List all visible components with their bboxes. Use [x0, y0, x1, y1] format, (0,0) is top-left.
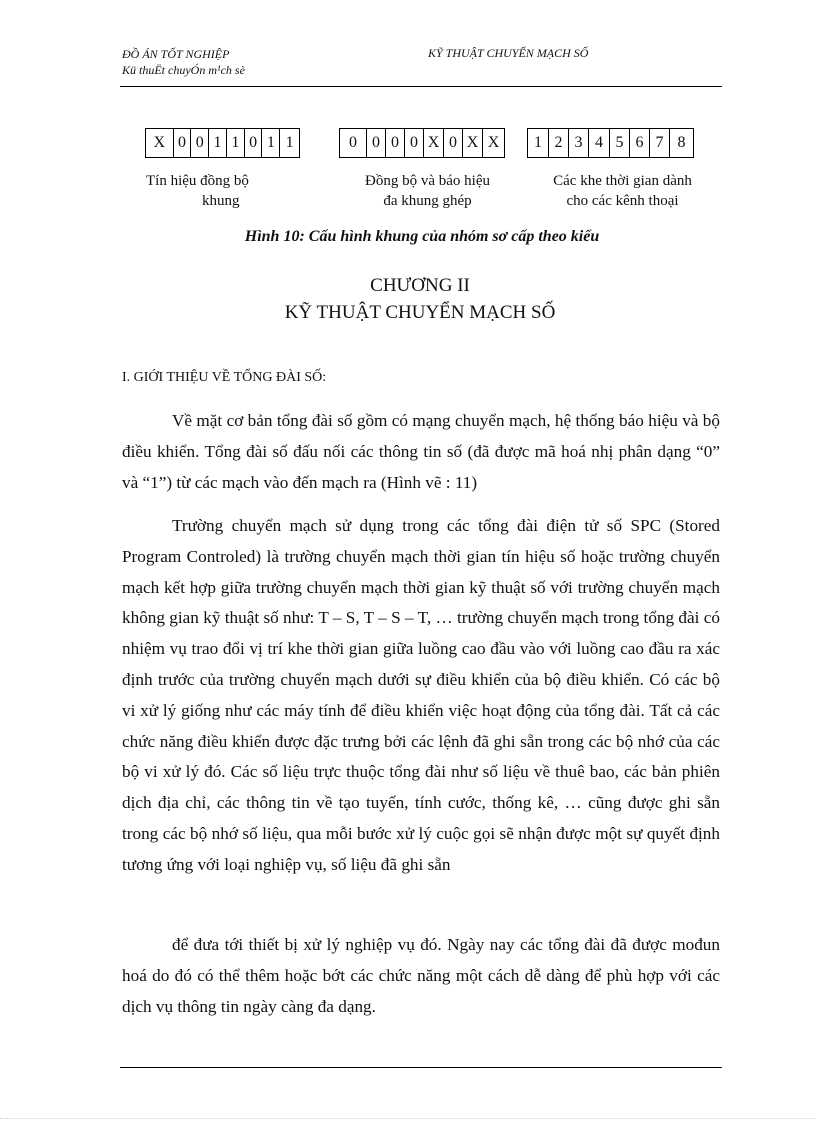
page-edge-dots [0, 1118, 816, 1119]
bit-cell: X [462, 129, 482, 157]
frame-multiframe-caption [335, 171, 520, 211]
caption-line: khung [202, 193, 240, 209]
slot-cell: 2 [548, 129, 568, 157]
paragraph-3: để đưa tới thiết bị xử lý nghiệp vụ đó. Ngày nay các tổng đài đã được mođun hoá do đó có thể thêm hoặc bớt các chức năng một cách dễ dàng để phù hợp với các dịch vụ thông tin ngày càng đa dạng. [122, 935, 720, 1016]
frame-time-slots [527, 128, 694, 158]
slot-cell: 8 [669, 129, 693, 157]
paragraph-2: Trường chuyển mạch sử dụng trong các tổng đài điện tử số SPC (Stored Program Controled) là trường chuyển mạch thời gian tín hiệu số hoặc trường chuyển mạch kết hợp giữa trường chuyển mạch thời gian kỹ thuật số với trường chuyển mạch không gian kỹ thuật số như: T – S, T – S – T, … trường chuyển mạch trong tổng đài có nhiệm vụ trao đổi vị trí khe thời gian giữa luồng cao đầu vào với luồng cao đầu ra xác định trước của trường chuyển mạch dưới sự điều khiển của bộ điều khiển. Có các bộ vi xử lý giống như các máy tính để điều khiển việc hoạt động của tổng đài. Tất cả các chức năng điều khiển được đặc trưng bởi các lệnh đã ghi sẵn trong các bộ nhớ của các bộ vi xử lý đó. Các số liệu trực thuộc tổng đài như số liệu về thuê bao, các bản phiên dịch địa chỉ, các thông tin về tạo tuyến, tính cước, thống kê, … cũng được ghi sẵn trong các bộ nhớ số liệu, qua mỗi bước xử lý cuộc gọi sẽ nhận được một sự quyết định tương ứng với loại nghiệp vụ, số liệu đã ghi sẵn [122, 516, 720, 874]
bit-cell: 0 [385, 129, 404, 157]
frame-sync-caption [130, 171, 310, 211]
bit-cell: X [423, 129, 443, 157]
bit-cell: 0 [443, 129, 462, 157]
bit-cell: X [482, 129, 504, 157]
figure-caption: Hình 10: Cấu hình khung của nhóm sơ cấp theo kiểu [244, 228, 600, 245]
slot-cell: 7 [649, 129, 669, 157]
bit-cell: 0 [190, 129, 208, 157]
bit-cell: 0 [349, 134, 357, 151]
paragraph-1: Về mặt cơ bản tổng đài số gồm có mạng chuyển mạch, hệ thống báo hiệu và bộ điều khiển. Tổng đài số đấu nối các thông tin số (đã được mã hoá nhị phân dạng “0” và “1”) từ các mạch vào đến mạch ra (Hình vẽ : 11) [122, 411, 720, 492]
slot-cell: 1 [534, 134, 542, 151]
header-title: KỸ THUẬT CHUYỂN MẠCH SỐ [428, 46, 589, 60]
caption-line: Tín hiệu đồng bộ [146, 173, 249, 189]
caption-line: cho các kênh thoại [566, 193, 679, 209]
bit-cell: 0 [244, 129, 262, 157]
chapter-number: CHƯƠNG II [370, 275, 470, 296]
frame-slots-caption [525, 171, 720, 211]
bit-cell: 1 [208, 129, 226, 157]
header-document-type: ĐỒ ÁN TỐT NGHIỆP [122, 47, 230, 61]
caption-line: đa khung ghép [383, 193, 472, 209]
slot-cell: 4 [588, 129, 609, 157]
slot-cell: 6 [629, 129, 649, 157]
section-heading: I. GIỚI THIỆU VỀ TỔNG ĐÀI SỐ: [122, 370, 327, 385]
slot-cell: 3 [568, 129, 588, 157]
frame-sync-word [145, 128, 300, 158]
header-divider [120, 86, 722, 87]
frame-multiframe-signaling [339, 128, 505, 158]
bit-cell: 1 [226, 129, 244, 157]
chapter-title: KỸ THUẬT CHUYỂN MẠCH SỐ [284, 302, 556, 323]
header-subtitle: Kü thuËt chuyÓn m¹ch sè [122, 63, 245, 77]
bit-cell: 1 [279, 129, 299, 157]
bit-cell: 1 [261, 129, 279, 157]
bit-cell: 0 [173, 129, 191, 157]
bit-cell: 0 [366, 129, 385, 157]
bit-cell: 0 [404, 129, 423, 157]
slot-cell: 5 [609, 129, 629, 157]
bit-cell: X [153, 134, 166, 151]
caption-line: Các khe thời gian dành [553, 173, 692, 189]
caption-line: Đồng bộ và báo hiệu [365, 173, 490, 189]
footer-divider [120, 1067, 722, 1068]
header-left [122, 46, 245, 78]
